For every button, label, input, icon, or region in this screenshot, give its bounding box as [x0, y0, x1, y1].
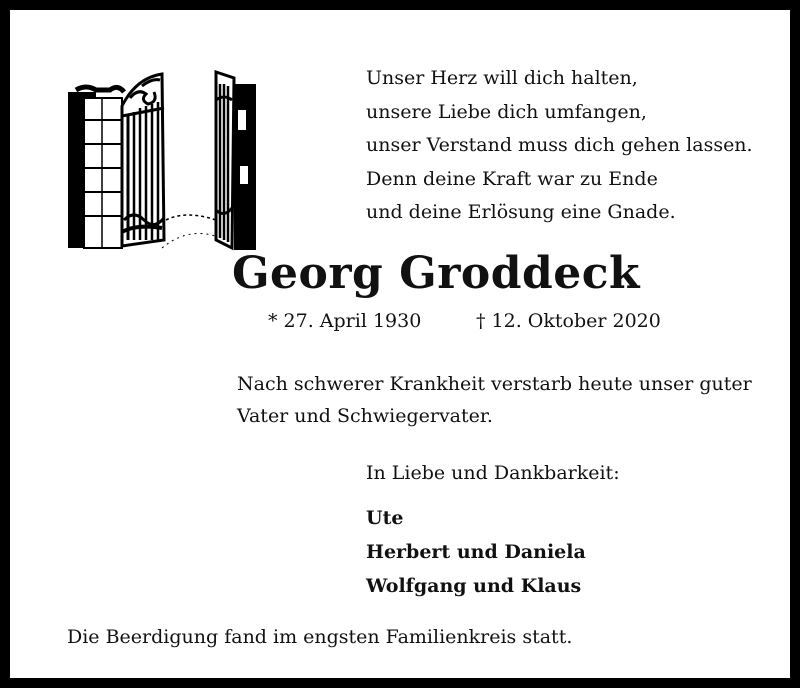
funeral-note: Die Beerdigung fand im engsten Familienkreis statt.: [67, 626, 573, 648]
poem-line: und deine Erlösung eine Gnade.: [366, 201, 676, 224]
mourners-list: [366, 501, 586, 603]
mourner-name: Herbert und Daniela: [366, 541, 586, 563]
mourner-name: Wolfgang und Klaus: [366, 575, 582, 597]
announcement-line: Vater und Schwiegervater.: [237, 405, 493, 427]
mourner-name: Ute: [366, 507, 404, 529]
announcement-text: [237, 368, 752, 432]
announcement-line: Nach schwerer Krankheit verstarb heute unser guter: [237, 373, 752, 395]
death-date: † 12. Oktober 2020: [476, 310, 661, 332]
poem-line: Unser Herz will dich halten,: [366, 67, 638, 89]
poem-line: unsere Liebe dich umfangen,: [366, 100, 647, 123]
closing-phrase: In Liebe und Dankbarkeit:: [366, 462, 620, 484]
birth-date: * 27. April 1930: [268, 310, 422, 332]
garden-gate-icon: [66, 70, 258, 252]
poem-line: unser Verstand muss dich gehen lassen.: [366, 134, 753, 157]
deceased-name: Georg Groddeck: [231, 248, 641, 299]
poem-verse: [366, 62, 753, 230]
poem-line: Denn deine Kraft war zu Ende: [366, 167, 658, 190]
